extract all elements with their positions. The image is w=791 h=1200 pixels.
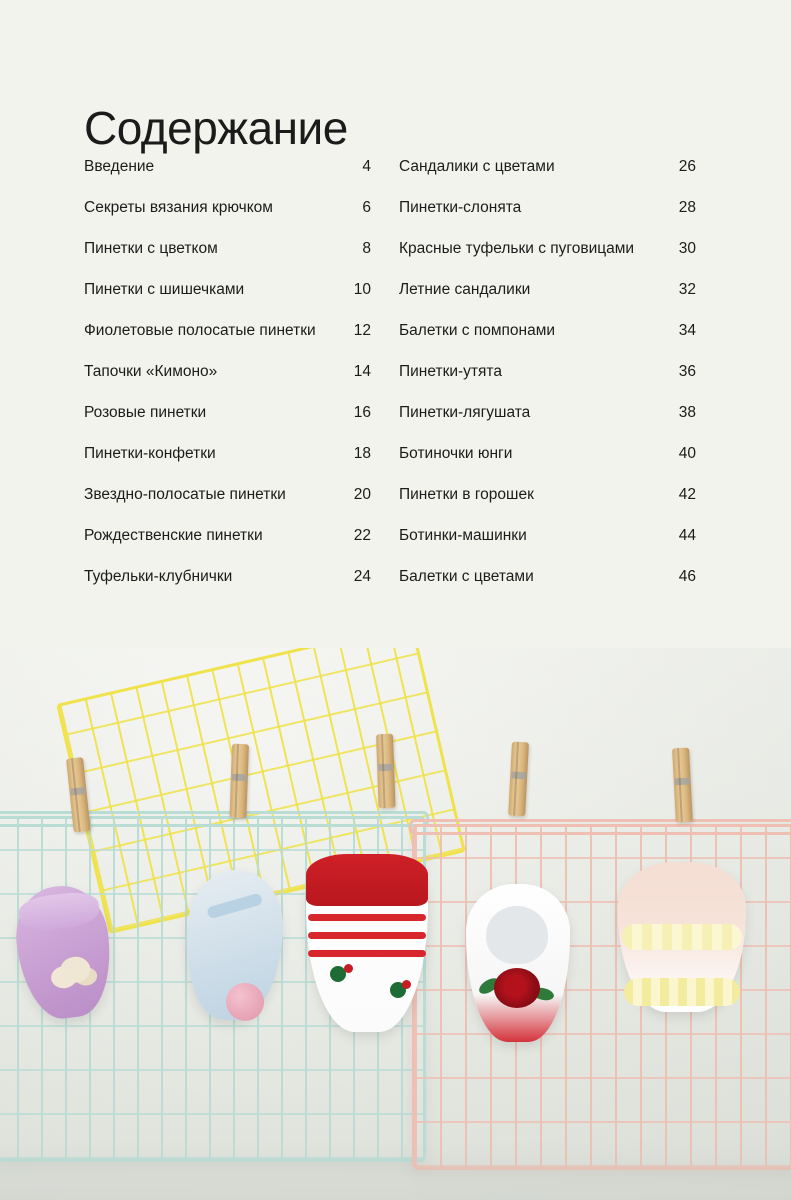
rose-flower-icon <box>494 968 540 1008</box>
toc-entry-label: Розовые пинетки <box>84 404 207 421</box>
toc-entry-page: 38 <box>678 404 696 421</box>
toc-column-right <box>399 158 714 609</box>
toc-entry-label: Пинетки-лягушата <box>399 404 531 421</box>
toc-entry[interactable] <box>84 363 399 404</box>
toc-entry[interactable] <box>399 363 714 404</box>
toc-entry-page: 26 <box>678 158 696 175</box>
toc-entry-label: Ботиночки юнги <box>399 445 513 462</box>
toc-entry[interactable] <box>84 445 399 486</box>
bootie-ruffle <box>622 924 742 950</box>
wooden-clothespin <box>376 734 396 809</box>
toc-entry[interactable] <box>84 199 399 240</box>
toc-entry-page: 20 <box>353 486 371 503</box>
bootie-flower <box>59 955 92 984</box>
toc-entry[interactable] <box>399 568 714 609</box>
bootie-stripe <box>308 932 426 939</box>
toc-entry-label: Введение <box>84 158 155 175</box>
toc-entry-page: 14 <box>353 363 371 380</box>
toc-entry[interactable] <box>84 240 399 281</box>
toc-entry[interactable] <box>84 568 399 609</box>
toc-entry-page: 40 <box>678 445 696 462</box>
toc-entry-label: Рождественские пинетки <box>84 527 263 544</box>
toc-entry-label: Летние сандалики <box>399 281 531 298</box>
toc-entry[interactable] <box>399 281 714 322</box>
bootie-stripe <box>308 914 426 921</box>
toc-columns <box>84 158 714 609</box>
toc-entry-label: Фиолетовые полосатые пинетки <box>84 322 316 339</box>
toc-entry[interactable] <box>399 445 714 486</box>
toc-entry-page: 28 <box>678 199 696 216</box>
photo-illustration <box>0 648 791 1200</box>
toc-entry-page: 6 <box>362 199 371 216</box>
crochet-bootie-yellow-ruffle <box>618 862 746 1012</box>
toc-entry[interactable] <box>399 486 714 527</box>
toc-entry-page: 8 <box>362 240 371 257</box>
toc-entry-label: Тапочки «Кимоно» <box>84 363 218 380</box>
toc-entry-label: Туфельки-клубнички <box>84 568 233 585</box>
toc-entry-page: 22 <box>353 527 371 544</box>
toc-entry[interactable] <box>399 199 714 240</box>
toc-entry[interactable] <box>84 158 399 199</box>
wooden-clothespin <box>229 744 249 819</box>
toc-entry-page: 46 <box>678 568 696 585</box>
toc-entry-page: 18 <box>353 445 371 462</box>
toc-column-left <box>84 158 399 609</box>
toc-entry[interactable] <box>84 322 399 363</box>
toc-entry[interactable] <box>84 486 399 527</box>
bootie-cuff <box>306 854 428 906</box>
toc-entry-label: Пинетки с цветком <box>84 240 218 257</box>
bootie-stripe <box>308 950 426 957</box>
berry-icon <box>344 964 353 973</box>
toc-entry-label: Красные туфельки с пуговицами <box>399 240 635 257</box>
toc-entry-page: 4 <box>362 158 371 175</box>
toc-entry-page: 30 <box>678 240 696 257</box>
toc-entry-page: 32 <box>678 281 696 298</box>
toc-entry-label: Балетки с цветами <box>399 568 534 585</box>
toc-entry-page: 36 <box>678 363 696 380</box>
basket-rim <box>0 811 429 827</box>
toc-entry-label: Звездно-полосатые пинетки <box>84 486 286 503</box>
toc-entry[interactable] <box>84 527 399 568</box>
toc-entry-label: Ботинки-машинки <box>399 527 527 544</box>
bootie-sole <box>624 978 740 1006</box>
toc-entry-label: Пинетки-слонята <box>399 199 522 216</box>
toc-entry-page: 42 <box>678 486 696 503</box>
bootie-inner <box>486 906 548 964</box>
toc-entry-label: Балетки с помпонами <box>399 322 556 339</box>
toc-entry-page: 44 <box>678 527 696 544</box>
toc-entry[interactable] <box>399 527 714 568</box>
photo-bottom-shadow <box>0 1140 791 1200</box>
page-title: Содержание <box>84 101 348 154</box>
toc-entry-page: 12 <box>353 322 371 339</box>
toc-entry[interactable] <box>399 240 714 281</box>
toc-entry-label: Пинетки-конфетки <box>84 445 216 462</box>
toc-entry-label: Пинетки-утята <box>399 363 502 380</box>
toc-entry-label: Пинетки в горошек <box>399 486 534 503</box>
toc-entry[interactable] <box>399 322 714 363</box>
toc-entry-page: 34 <box>678 322 696 339</box>
toc-entry[interactable] <box>399 404 714 445</box>
toc-entry[interactable] <box>84 281 399 322</box>
crochet-bootie-red-rose <box>466 884 570 1042</box>
basket-rim <box>409 819 791 835</box>
bootie-strap <box>206 892 263 919</box>
toc-entry-label: Сандалики с цветами <box>399 158 555 175</box>
berry-icon <box>402 980 411 989</box>
toc-entry-page: 10 <box>353 281 371 298</box>
toc-entry-label: Секреты вязания крючком <box>84 199 273 216</box>
toc-entry-page: 24 <box>353 568 371 585</box>
toc-entry[interactable] <box>399 158 714 199</box>
toc-entry[interactable] <box>84 404 399 445</box>
toc-entry-label: Пинетки с шишечками <box>84 281 245 298</box>
toc-entry-page: 16 <box>353 404 371 421</box>
